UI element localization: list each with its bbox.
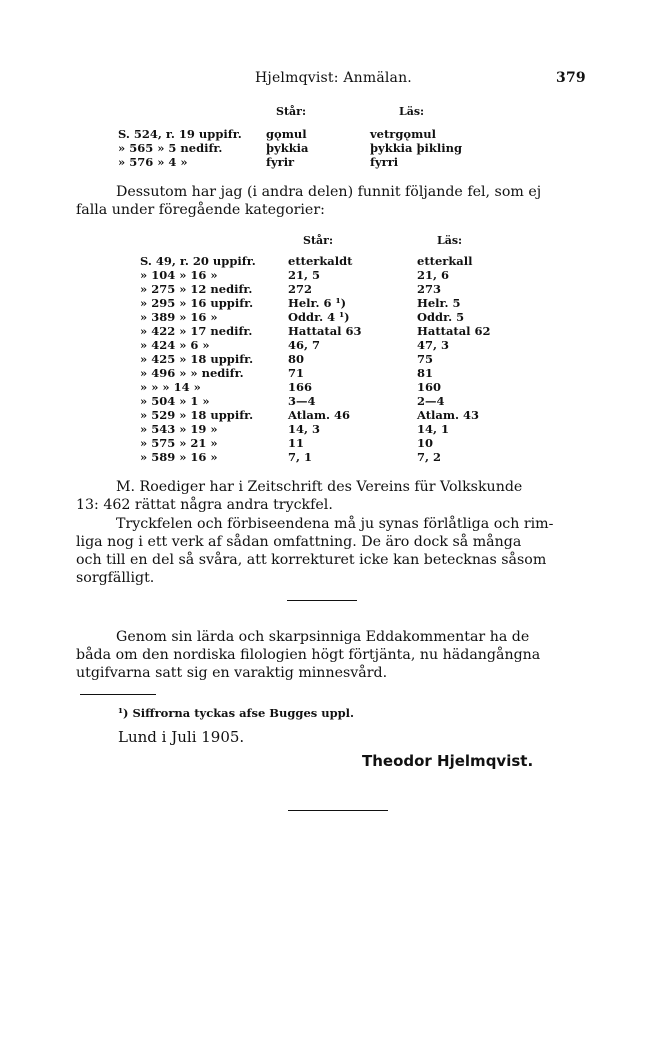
text-line: 13: 462 rättat några andra tryckfel. bbox=[76, 497, 333, 513]
ref-cell: » 275 » 12 nedifr. bbox=[140, 282, 253, 296]
ref-cell: » 104 » 16 » bbox=[140, 268, 218, 282]
las-cell: þykkia þikling bbox=[370, 141, 462, 155]
signature: Theodor Hjelmqvist. bbox=[362, 752, 534, 770]
star-cell: 14, 3 bbox=[288, 422, 321, 436]
text-line: båda om den nordiska filologien högt förtjänta, nu hädangångna bbox=[76, 647, 541, 663]
ref-cell: » 295 » 16 uppifr. bbox=[140, 296, 254, 310]
las-cell: 160 bbox=[417, 380, 442, 394]
star-cell: fyrir bbox=[266, 155, 295, 169]
ref-cell: » 389 » 16 » bbox=[140, 310, 218, 324]
ref-cell: » 565 » 5 nedifr. bbox=[118, 141, 223, 155]
tryckfelen-paragraph bbox=[76, 515, 586, 587]
footnote-divider bbox=[80, 694, 156, 695]
las-cell: Atlam. 43 bbox=[417, 408, 480, 422]
ref-cell: » 422 » 17 nedifr. bbox=[140, 324, 253, 338]
star-cell: Hattatal 63 bbox=[288, 324, 362, 338]
ref-cell: » 504 » 1 » bbox=[140, 394, 210, 408]
star-cell: 46, 7 bbox=[288, 338, 321, 352]
star-cell: 7, 1 bbox=[288, 450, 313, 464]
ref-cell: » 575 » 21 » bbox=[140, 436, 218, 450]
star-cell: 3—4 bbox=[288, 394, 316, 408]
las-cell: vetrgǫmul bbox=[370, 127, 436, 141]
text-line: Genom sin lärda och skarpsinniga Eddakommentar ha de bbox=[116, 629, 530, 645]
las-cell: etterkall bbox=[417, 254, 473, 268]
star-cell: 11 bbox=[288, 436, 305, 450]
star-cell: Atlam. 46 bbox=[288, 408, 351, 422]
star-cell: gǫmul bbox=[266, 127, 307, 141]
star-cell: 166 bbox=[288, 380, 313, 394]
ref-cell: » » » 14 » bbox=[140, 380, 201, 394]
las-cell: 2—4 bbox=[417, 394, 445, 408]
ref-cell: S. 49, r. 20 uppifr. bbox=[140, 254, 256, 268]
ref-cell: » 529 » 18 uppifr. bbox=[140, 408, 254, 422]
ref-cell: » 543 » 19 » bbox=[140, 422, 218, 436]
star-cell: 80 bbox=[288, 352, 305, 366]
table1-header-star: Står: bbox=[276, 105, 307, 118]
las-cell: 14, 1 bbox=[417, 422, 450, 436]
text-line: Dessutom har jag (i andra delen) funnit följande fel, som ej bbox=[116, 184, 542, 200]
las-cell: 7, 2 bbox=[417, 450, 442, 464]
las-cell: 81 bbox=[417, 366, 434, 380]
las-cell: 47, 3 bbox=[417, 338, 450, 352]
intro-paragraph bbox=[76, 183, 586, 219]
text-line: sorgfälligt. bbox=[76, 570, 155, 586]
las-cell: Hattatal 62 bbox=[417, 324, 491, 338]
ref-cell: S. 524, r. 19 uppifr. bbox=[118, 127, 242, 141]
star-cell: þykkia bbox=[266, 141, 309, 155]
text-line: liga nog i ett verk af sådan omfattning. De äro dock så många bbox=[76, 534, 522, 550]
genom-paragraph bbox=[76, 628, 586, 682]
text-line: Tryckfelen och förbiseendena må ju synas förlåtliga och rim- bbox=[116, 516, 554, 532]
text-line: M. Roediger har i Zeitschrift des Vereins für Volkskunde bbox=[116, 479, 523, 495]
star-cell: Oddr. 4 ¹) bbox=[288, 310, 350, 324]
las-cell: Oddr. 5 bbox=[417, 310, 465, 324]
las-cell: 21, 6 bbox=[417, 268, 450, 282]
section-divider bbox=[287, 600, 357, 601]
text-line: och till en del så svåra, att korrekturet icke kan betecknas såsom bbox=[76, 552, 547, 568]
ref-cell: » 589 » 16 » bbox=[140, 450, 218, 464]
las-cell: 10 bbox=[417, 436, 434, 450]
ref-cell: » 424 » 6 » bbox=[140, 338, 210, 352]
page-number: 379 bbox=[556, 70, 586, 86]
text-line: falla under föregående kategorier: bbox=[76, 202, 325, 218]
las-cell: Helr. 5 bbox=[417, 296, 461, 310]
star-cell: 272 bbox=[288, 282, 313, 296]
star-cell: 21, 5 bbox=[288, 268, 321, 282]
star-cell: 71 bbox=[288, 366, 305, 380]
ref-cell: » 576 » 4 » bbox=[118, 155, 188, 169]
las-cell: 273 bbox=[417, 282, 442, 296]
star-cell: etterkaldt bbox=[288, 254, 353, 268]
roediger-paragraph bbox=[76, 478, 586, 514]
text-line: utgifvarna satt sig en varaktig minnesvård. bbox=[76, 665, 388, 681]
place-date: Lund i Juli 1905. bbox=[118, 728, 245, 746]
footnote: ¹) Siffrorna tyckas afse Bugges uppl. bbox=[118, 706, 355, 720]
las-cell: fyrri bbox=[370, 155, 399, 169]
table2-header-las: Läs: bbox=[437, 234, 463, 247]
table1-header-las: Läs: bbox=[399, 105, 425, 118]
star-cell: Helr. 6 ¹) bbox=[288, 296, 347, 310]
running-title: Hjelmqvist: Anmälan. bbox=[255, 70, 412, 86]
table2-header-star: Står: bbox=[303, 234, 334, 247]
end-divider bbox=[288, 810, 388, 811]
ref-cell: » 425 » 18 uppifr. bbox=[140, 352, 254, 366]
las-cell: 75 bbox=[417, 352, 434, 366]
ref-cell: » 496 » » nedifr. bbox=[140, 366, 244, 380]
